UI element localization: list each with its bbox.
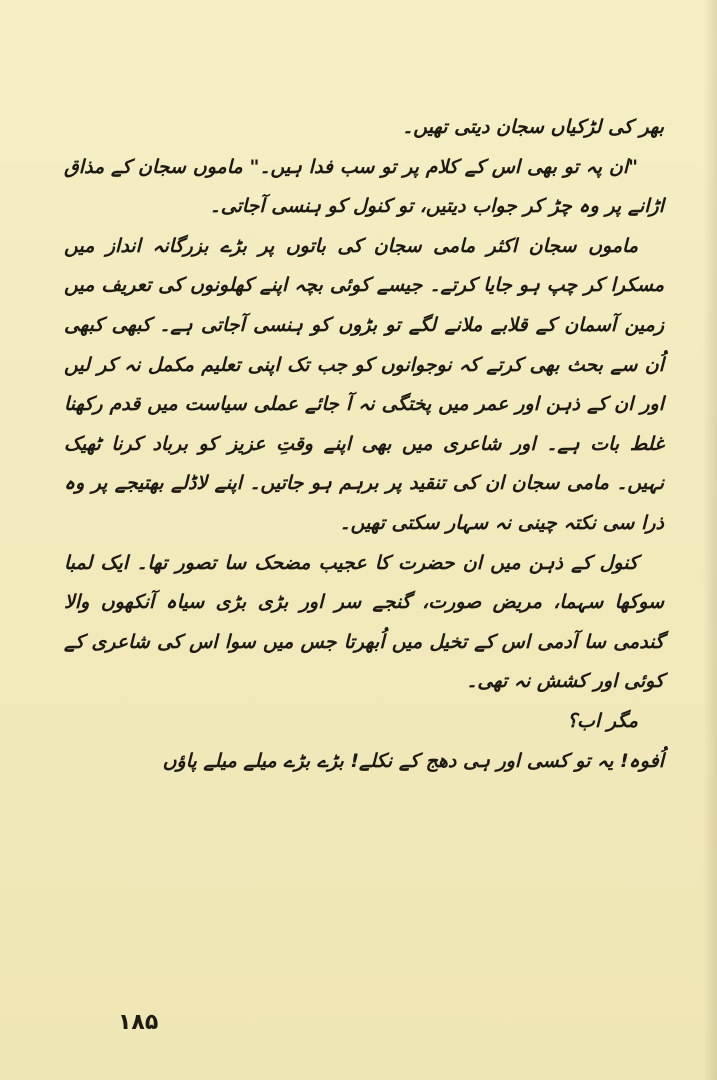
paragraph-1: بھر کی لڑکیاں سجان دیتی تھیں۔ bbox=[402, 116, 664, 138]
page-body-text bbox=[64, 108, 664, 781]
paragraph-3: ماموں سجان اکثر مامی سجان کی باتوں پر بڑے بزرگانہ انداز میں مسکرا کر چپ ہو جایا کرتے۔ جیسے کوئی بچہ اپنے کھلونوں کی تعریف میں زمین آسمان کے قلابے ملانے لگے تو بڑوں کو ہنسی آجاتی ہے۔ کبھی کبھی اُن سے بحث بھی کرتے کہ نوجوانوں کو جب تک اپنی تعلیم مکمل نہ کر لیں اور ان کے ذہن اور عمر میں پختگی نہ آ جائے عملی سیاست میں قدم رکھنا غلط بات ہے۔ اور شاعری میں بھی اپنے وقتِ عزیز کو برباد کرنا ٹھیک نہیں۔ مامی سجان ان کی تنقید پر برہم ہو جاتیں۔ اپنے لاڈلے بھتیجے پر وہ ذرا سی نکتہ چینی نہ سہار سکتی تھیں۔ bbox=[64, 234, 664, 534]
paragraph-5: مگر اب؟ bbox=[566, 709, 638, 732]
paragraph-6: اُفوہ! یہ تو کسی اور ہی دھج کے نکلے! بڑے بڑے میلے میلے پاؤں bbox=[162, 749, 664, 772]
page-number: ۱۸۵ bbox=[118, 1010, 159, 1035]
page-edge-shadow bbox=[703, 0, 717, 1080]
paragraph-2: "ان پہ تو بھی اس کے کلام پر تو سب فدا ہیں۔" ماموں سجان کے مذاق اڑانے پر وہ چڑ کر جواب دیتیں، تو کنول کو ہنسی آجاتی۔ bbox=[64, 155, 664, 218]
paragraph-4: کنول کے ذہن میں ان حضرت کا عجیب مضحک سا تصور تھا۔ ایک لمبا سوکھا سہما، مریض صورت، گنجے سر اور بڑی بڑی سیاہ آنکھوں والا گندمی سا آدمی اس کے تخیل میں اُبھرتا جس میں سوا اس کی شاعری کے کوئی اور کشش نہ تھی۔ bbox=[64, 551, 664, 693]
